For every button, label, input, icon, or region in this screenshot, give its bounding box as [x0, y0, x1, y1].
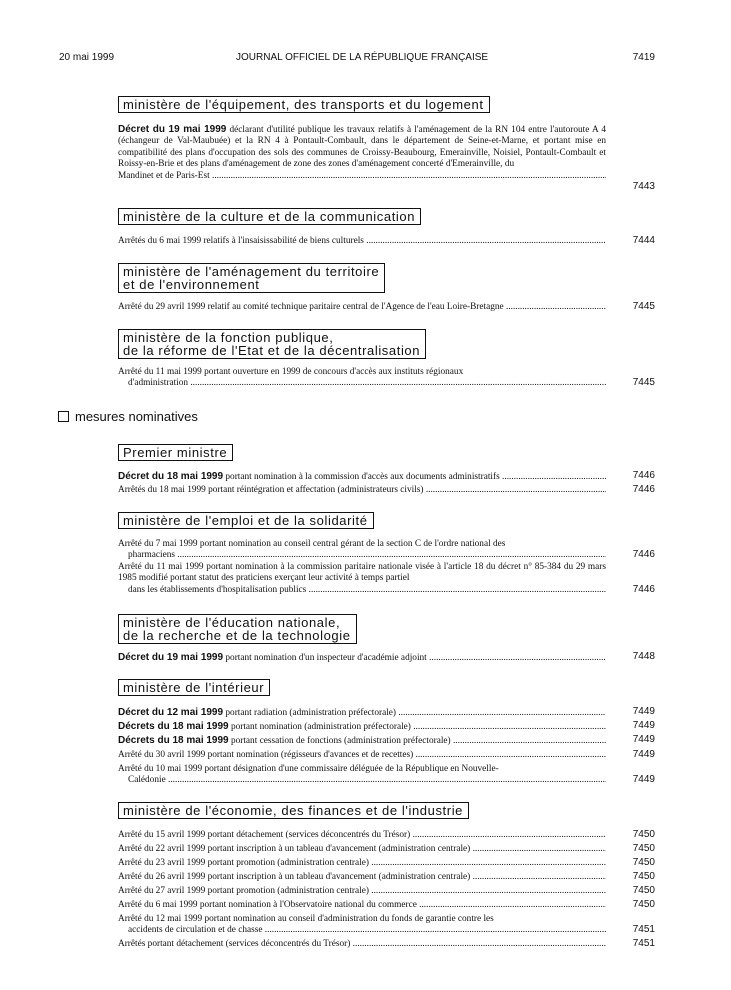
entry-page: 7446	[632, 470, 655, 481]
entry-page: 7448	[632, 651, 655, 662]
entry-arrete-concours-ira[interactable]	[118, 367, 606, 390]
entry-decret-inspecteur[interactable]: Décret du 19 mai 1999 portant nomination d'un inspecteur d'académie adjoint .....	[118, 652, 606, 664]
entry-arrete-regisseurs[interactable]: Arrêté du 30 avril 1999 portant nomination (régisseurs d'avances et de recettes) .....	[118, 750, 606, 761]
section-equipement-title: ministère de l'équipement, des transports et du logement	[118, 96, 490, 113]
section-amenagement-title: ministère de l'aménagement du territoire et de l'environnement	[118, 263, 385, 293]
section-fonction-publique-title: ministère de la fonction publique, de la réforme de l'Etat et de la décentralisation	[118, 329, 426, 359]
entry-text: déclarant d'utilité publique les travaux relatifs à l'aménagement de la RN 104 entre l'autoroute A 4 (échangeur de Val-Maubuée) et la RN 4 à Pontault-Combault, dans le département de Seine-et-Marne, et portant mise en compatibilité des plans d'occupation des sols des communes de Croissy-Beaubourg, Emerainville, Noisiel, Pontault-Combault et Roissy-en-Brie et des plans d'aménagement de zone des zones d'aménagement concerté d'Emerainville, du	[118, 125, 606, 170]
entry-text: Arrêté du 10 mai 1999 portant désignation d'une commissaire déléguée de la République en Nouvelle-	[118, 764, 499, 774]
entry-decrets-nomination-prefectorale[interactable]: Décrets du 18 mai 1999 portant nomination (administration préfectorale) .....	[118, 721, 606, 733]
entry-arretes-biens-culturels[interactable]: Arrêtés du 6 mai 1999 relatifs à l'insaisissabilité de biens culturels .....	[118, 236, 606, 247]
entry-page: 7446	[632, 484, 655, 495]
entry-arrete-27-avril[interactable]: Arrêté du 27 avril 1999 portant promotion (administration centrale) .....	[118, 886, 606, 897]
entry-arrete-nouvelle-caledonie[interactable]	[118, 764, 606, 787]
entry-page: 7449	[632, 774, 655, 785]
entry-arrete-fonds-garantie[interactable]	[118, 914, 606, 937]
entry-arrete-agence-eau[interactable]: Arrêté du 29 avril 1999 relatif au comité technique paritaire central de l'Agence de l'eau Loire-Bretagne .....	[118, 302, 606, 313]
entry-page: 7450	[632, 857, 655, 868]
entry-last-line: accidents de circulation et de chasse .....	[118, 925, 606, 936]
entry-page: 7450	[632, 829, 655, 840]
entry-page: 7451	[632, 938, 655, 949]
entry-page: 7451	[632, 924, 655, 935]
entry-page: 7449	[632, 734, 655, 745]
entry-page: 7445	[632, 377, 655, 388]
entry-page: 7449	[632, 720, 655, 731]
header-date: 20 mai 1999	[59, 52, 115, 63]
entry-decret-cada[interactable]: Décret du 18 mai 1999 portant nomination à la commission d'accès aux documents administratifs .....	[118, 471, 606, 483]
entry-last-line: d'administration .....	[118, 378, 606, 389]
entry-page: 7443	[632, 181, 655, 192]
entry-page: 7446	[632, 549, 655, 560]
entry-text: Arrêté du 12 mai 1999 portant nomination au conseil d'administration du fonds de garantie contre les	[118, 914, 494, 924]
section-economie-title: ministère de l'économie, des finances et de l'industrie	[118, 802, 469, 819]
entry-decrets-cessation-fonctions[interactable]: Décrets du 18 mai 1999 portant cessation de fonctions (administration préfectorale) .....	[118, 735, 606, 747]
entry-last-line: pharmaciens .....	[118, 550, 606, 561]
entry-page: 7444	[632, 235, 655, 246]
entry-decret-radiation[interactable]: Décret du 12 mai 1999 portant radiation (administration préfectorale) .....	[118, 707, 606, 719]
header-journal-title: JOURNAL OFFICIEL DE LA RÉPUBLIQUE FRANÇAISE	[236, 52, 489, 63]
section-mesures-nominatives: mesures nominatives	[58, 409, 198, 424]
entry-last-line: dans les établissements d'hospitalisation publics .....	[118, 585, 606, 596]
entry-arretes-detachement[interactable]: Arrêtés portant détachement (services déconcentrés du Trésor) .....	[118, 939, 606, 950]
entry-page: 7445	[632, 301, 655, 312]
entry-arrete-26-avril[interactable]: Arrêté du 26 avril 1999 portant inscription à un tableau d'avancement (administration centrale) .....	[118, 872, 606, 883]
entry-arrete-15-avril[interactable]: Arrêté du 15 avril 1999 portant détachement (services déconcentrés du Trésor) .....	[118, 830, 606, 841]
entry-arrete-22-avril[interactable]: Arrêté du 22 avril 1999 portant inscription à un tableau d'avancement (administration centrale) .....	[118, 844, 606, 855]
entry-arretes-administrateurs-civils[interactable]: Arrêtés du 18 mai 1999 portant réintégration et affectation (administrateurs civils) .....	[118, 485, 606, 496]
section-emploi-title: ministère de l'emploi et de la solidarité	[118, 512, 374, 529]
entry-page: 7450	[632, 871, 655, 882]
entry-last-line: Mandinet et de Paris-Est .....	[118, 171, 606, 182]
entry-page: 7450	[632, 899, 655, 910]
entry-arrete-pharmaciens[interactable]	[118, 539, 606, 562]
entry-page: 7449	[632, 749, 655, 760]
entry-arrete-23-avril[interactable]: Arrêté du 23 avril 1999 portant promotion (administration centrale) .....	[118, 858, 606, 869]
entry-arrete-praticiens[interactable]	[118, 562, 606, 596]
section-interieur-title: ministère de l'intérieur	[118, 679, 270, 696]
entry-decret-rn104[interactable]	[118, 124, 606, 182]
entry-text: Arrêté du 11 mai 1999 portant nomination à la commission paritaire nationale visée à l'article 18 du décret n° 85-384 du 29 mars 1985 modifié portant statut des praticiens exerçant leur activité à temps partiel	[118, 562, 606, 584]
entry-page: 7450	[632, 843, 655, 854]
section-premier-ministre-title: Premier ministre	[118, 444, 233, 461]
entry-page: 7449	[632, 706, 655, 717]
entry-lead: Décret du 19 mai 1999	[118, 124, 227, 135]
section-education-title: ministère de l'éducation nationale, de la recherche et de la technologie	[118, 614, 357, 644]
entry-text: Arrêté du 11 mai 1999 portant ouverture en 1999 de concours d'accès aux instituts régionaux	[118, 367, 464, 377]
entry-last-line: Calédonie .....	[118, 775, 606, 786]
entry-page: 7450	[632, 885, 655, 896]
entry-text: Arrêté du 7 mai 1999 portant nomination au conseil central gérant de la section C de l'ordre national des	[118, 539, 506, 549]
header-page-number: 7419	[632, 52, 655, 63]
section-culture-title: ministère de la culture et de la communication	[118, 208, 421, 225]
entry-arrete-6-mai[interactable]: Arrêté du 6 mai 1999 portant nomination à l'Observatoire national du commerce .....	[118, 900, 606, 911]
checkbox-square-icon	[58, 411, 69, 422]
entry-page: 7446	[632, 584, 655, 595]
